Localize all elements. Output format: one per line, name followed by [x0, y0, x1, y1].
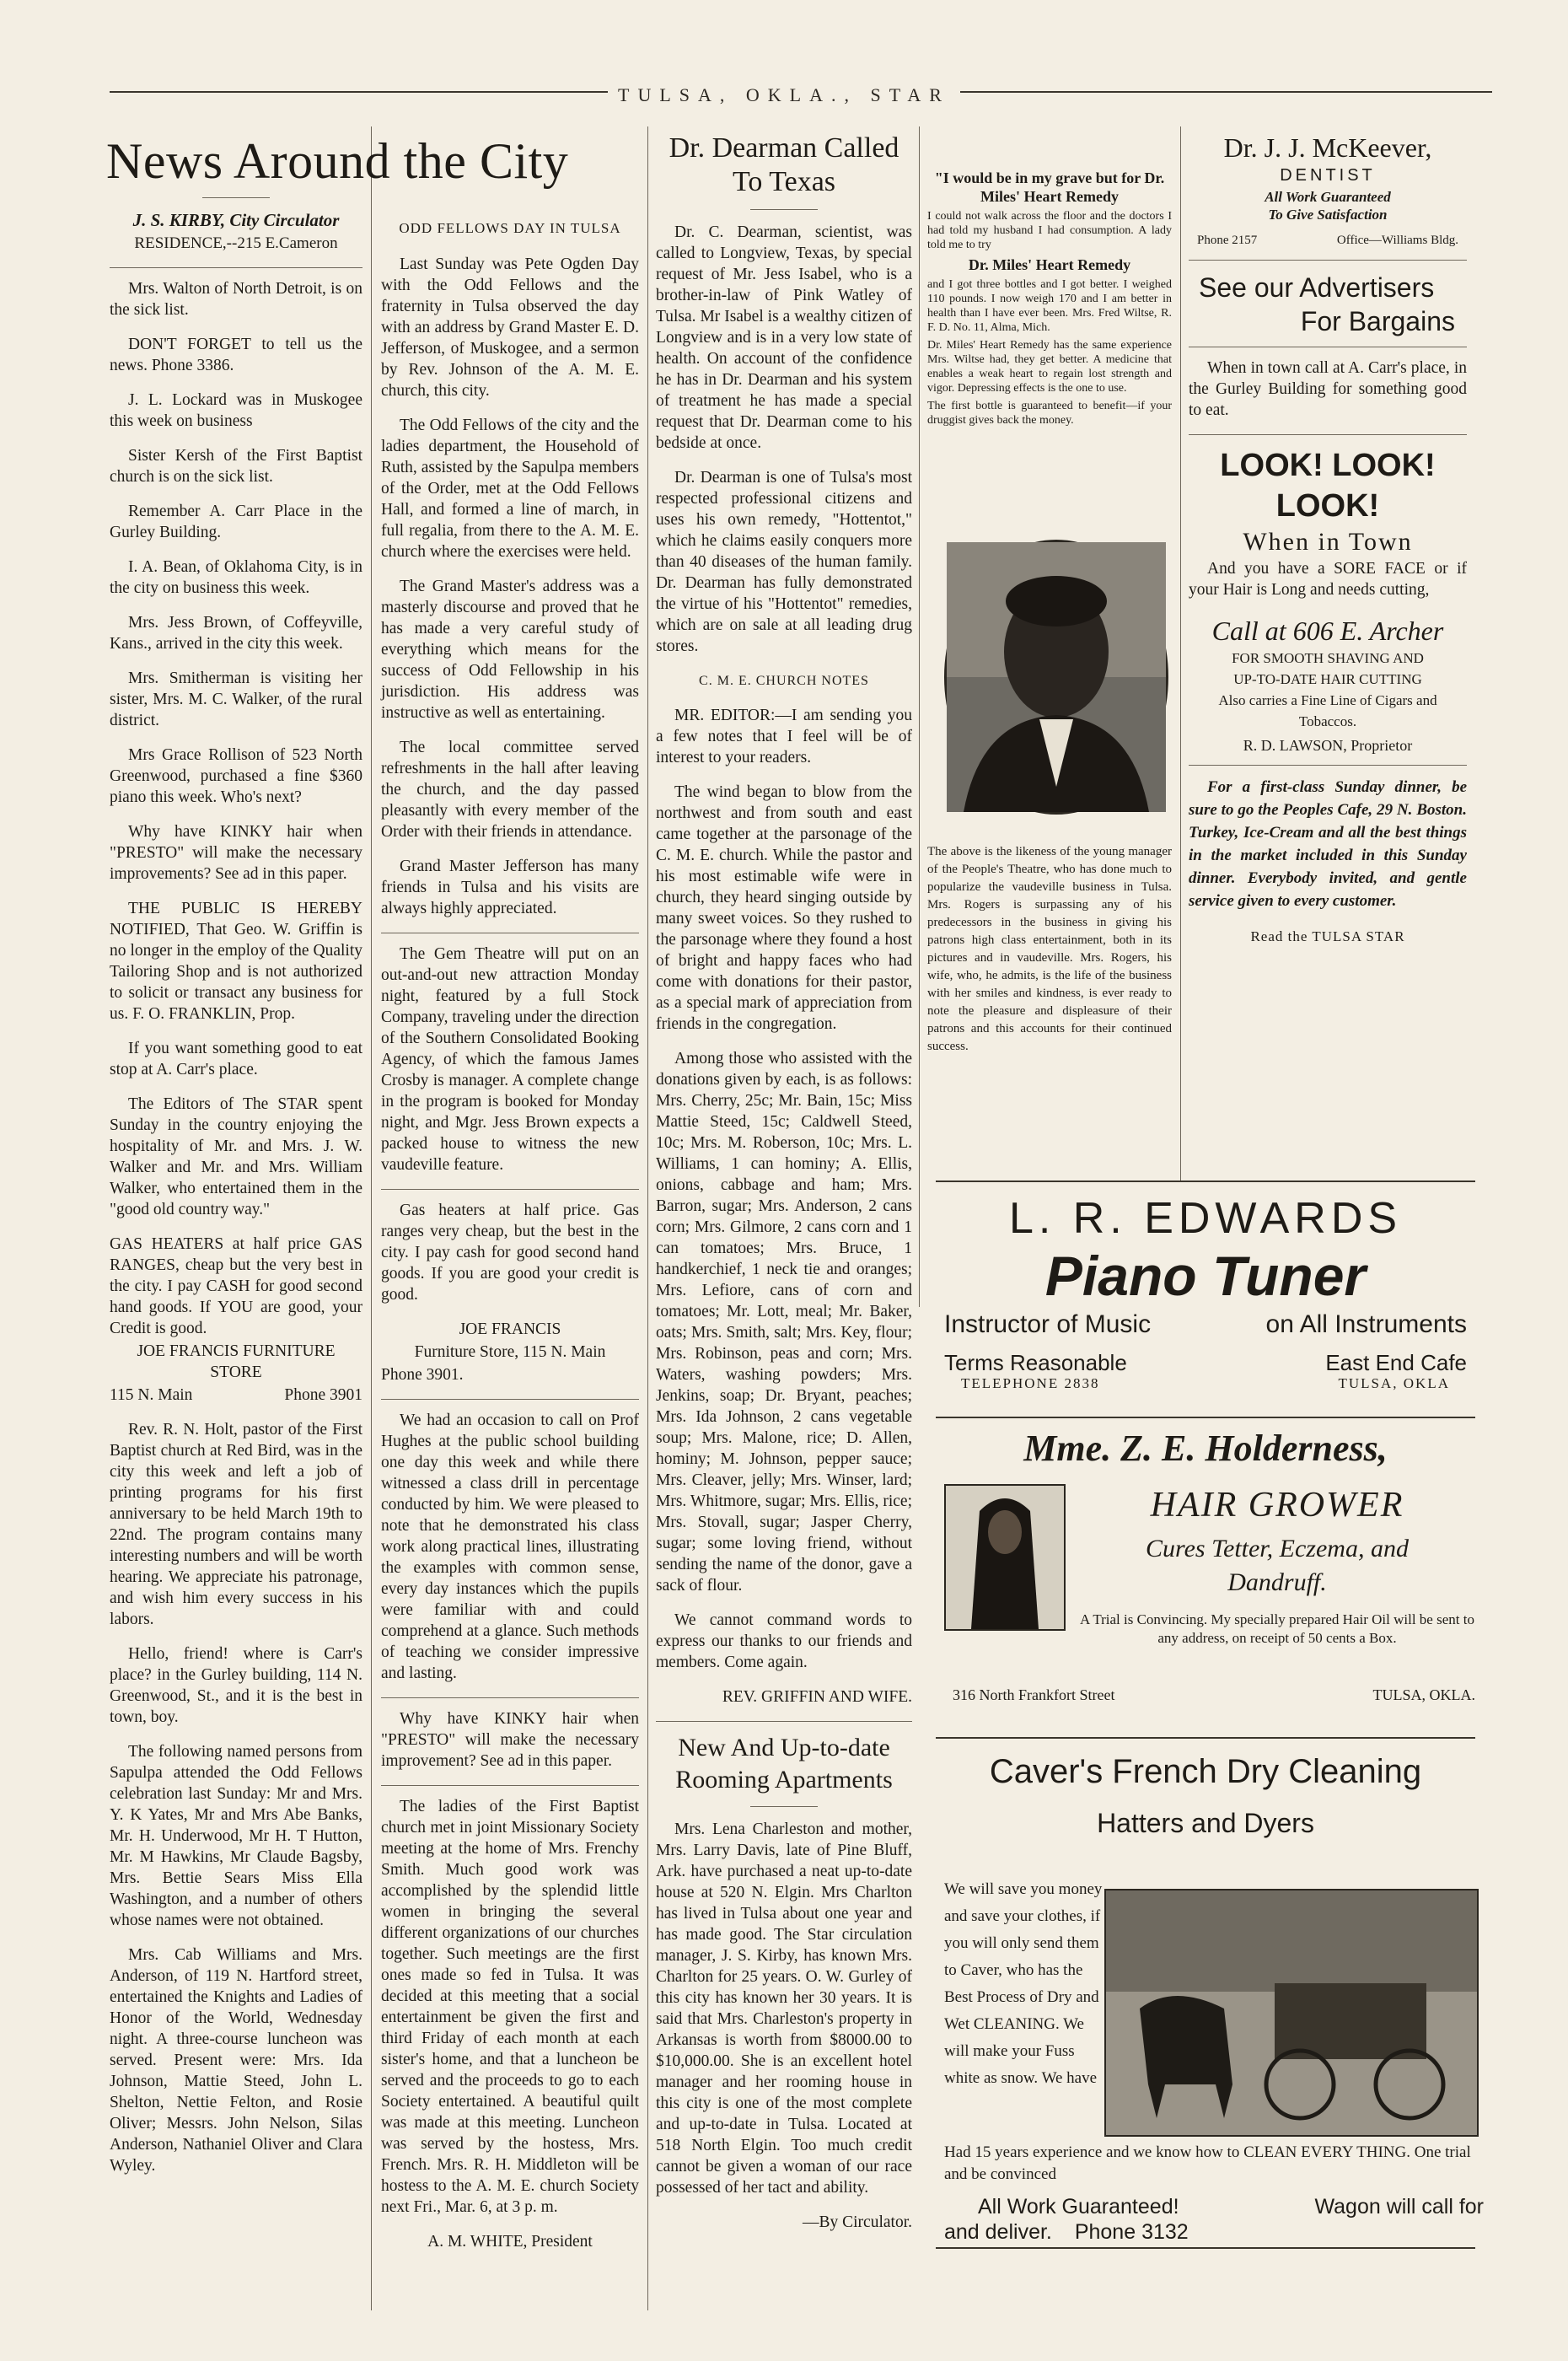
column-rule: [919, 126, 920, 1307]
column-2: [381, 218, 639, 2327]
holderness-title: HAIR GROWER: [1150, 1486, 1404, 1525]
peoples-cafe-ad: For a first-class Sunday dinner, be sure to go the Peoples Cafe, 29 N. Boston. Turkey, Ice-Cream and all the best things in the market included in this Sunday dinner. Everybody invited, and gentle service given to every customer.: [1189, 778, 1467, 910]
caver-text: We will save you money and save your clothes, if you will only send them to Caver, who has the Best Process of Dry and Wet CLEANING. We will make your Fuss white as snow. We have: [944, 1880, 1103, 2087]
look-line2: UP-TO-DATE HAIR CUTTING: [1233, 671, 1422, 687]
news-item: The wind began to blow from the northwest and from south and east came together at the parsonage of the C. M. E. church. While the pastor and his most estimable wife were in church, they heard singing outside by many sweet voices. So they rushed to the parsonage where they found a host of bright and happy faces who had come with donations for their pastor, as a special mark of appreciation from friends in the congregation.: [656, 783, 912, 1033]
dentist-title: DENTIST: [1280, 166, 1376, 185]
signature: A. M. WHITE, President: [427, 2233, 593, 2251]
news-item: THE PUBLIC IS HEREBY NOTIFIED, That Geo. W. Griffin is no longer in the employ of the Quality Tailoring Shop and is not authorized to solicit or transact any business for us. F. O. FRANKLIN, Prop.: [110, 900, 362, 1023]
news-item: The Gem Theatre will put on an out-and-out new attraction Monday night, featured by a full Stock Company, traveling under the direction of the Southern Consolidated Booking Agency, of which the famous James Crosby is manager. A complete change in the program is booked for Monday night, and Mgr. Jess Brown expects a packed house to witness the new vaudeville feature.: [381, 945, 639, 1174]
divider: [381, 1785, 639, 1786]
news-item: Dr. C. Dearman, scientist, was called to Longview, Texas, by special request of Mr. Jess Isabel, who is a brother-in-law of Pink Watley of Tulsa. Mr Isabel is a wealthy citizen of Longview and is in a very low state of health. On account of the confidence he has in Dr. Dearman and his system of treatment he has made a special request that Dr. Dearman come to his bedside at once.: [656, 223, 912, 452]
divider: [750, 209, 818, 210]
column-5: [1189, 126, 1467, 1180]
gem-text-block: [927, 843, 1172, 1147]
news-item: Grand Master Jefferson has many friends in Tulsa and his visits are always highly appreciated.: [381, 858, 639, 917]
advertisers-line1: See our Advertisers: [1199, 272, 1435, 303]
news-item: We cannot command words to express our thanks to our friends and members. Come again.: [656, 1611, 912, 1671]
dentist-name: Dr. J. J. McKeever,: [1223, 132, 1432, 163]
news-item: The Editors of The STAR spent Sunday in the country enjoying the hospitality of Mr. and Mrs. J. W. Walker and Mr. and Mrs. William Walker, who entertained them in the "good old country way.": [110, 1095, 362, 1218]
divider: [1189, 765, 1467, 766]
look-line3: Also carries a Fine Line of Cigars and Tobaccos.: [1218, 692, 1437, 729]
news-item: Mrs. Walton of North Detroit, is on the sick list.: [110, 280, 362, 319]
portrait-image: [947, 542, 1166, 812]
miles-text: and I got three bottles and I got better. I weighed 110 pounds. I now weigh 170 and I am better in health than I have ever been. Mrs. Fred Wiltse, R. F. D. No. 11, Alma, Mich.: [927, 278, 1172, 334]
ad-divider: [936, 1737, 1475, 1739]
news-item: The ladies of the First Baptist church met in joint Missionary Society meeting at the home of Mrs. Frenchy Smith. Much good work was accomplished by the splendid little women in bringing the several different organizations of our churches together. Such meetings are the first ones made so fed in Tulsa. It was decided at this meeting that a social entertainment be given the first and third Friday of each month at each sister's home, and that a luncheon be served and the proceeds to go to each Society entertained. A beautiful quilt was made at this meeting. Luncheon was served by the hostess, Mrs. French. Mrs. R. H. Middleton will be hostess to the A. M. E. church Society next Fri., Mar. 6, at 3 p. m.: [381, 1798, 639, 2216]
wagon-image: [1106, 1890, 1477, 2135]
advertisers-line2: For Bargains: [1300, 306, 1455, 336]
divider: [1189, 434, 1467, 435]
edwards-row3: [936, 1375, 1475, 1392]
holderness-photo: [944, 1484, 1066, 1631]
headline-dearman: Dr. Dearman Called To Texas: [669, 132, 899, 197]
miles-text: The first bottle is guaranteed to benefit—if your druggist gives back the money.: [927, 400, 1172, 427]
news-item: Hello, friend! where is Carr's place? in the Gurley building, 114 N. Greenwood, St., and it is the best in town, boy.: [110, 1645, 362, 1726]
holderness-image: [946, 1486, 1064, 1629]
residence-line: RESIDENCE,--215 E.Cameron: [134, 234, 338, 252]
caver-ad: [936, 1750, 1484, 2256]
edwards-cafe: East End Cafe: [1325, 1350, 1467, 1375]
circulator-line: J. S. KIRBY, City Circulator: [132, 210, 340, 230]
news-item: Mrs. Lena Charleston and mother, Mrs. Larry Davis, late of Pine Bluff, Ark. have purchased a neat up-to-date house at 520 N. Elgin. Mrs Charlton has lived in Tulsa about one year and has made good. The Star circulation manager, J. S. Kirby, has known Mrs. Charlton for 25 years. O. W. Gurley of this city has known her 30 years. It is said that Mrs. Charleston's property in Arkansas is worth from $8000.00 to $10,000.00. She is an excellent hotel manager and her rooming house in this city is one of the most complete and up-to-date in Tulsa. Located at 518 North Elgin. Too much credit cannot be given a woman of our race possessed of her tact and ability.: [656, 1820, 912, 2197]
news-item: The Odd Fellows of the city and the ladies department, the Household of Ruth, assisted by the Sapulpa members of the Order, met at the Odd Fellows Hall, and formed a line of march, in full regalia, from there to the A. M. E. church where the exercises were held.: [381, 417, 639, 561]
divider: [750, 1806, 818, 1807]
caver-wagon: Wagon will call for: [1314, 2195, 1484, 2218]
edwards-instructor: Instructor of Music: [944, 1310, 1152, 1338]
miles-text: Dr. Miles' Heart Remedy has the same experience Mrs. Wiltse had, they get better. A medicine that enables a weak heart to regain lost strength and vigor. Depressing effects is the one to use.: [927, 339, 1172, 395]
gem-text: The above is the likeness of the young manager of the People's Theatre, who has done much to popularize the vaudeville business in Tulsa. Mrs. Rogers is surpassing any of his predecessors in the business in giving his patrons high class entertainment, both in its pictures and in vaudeville. Mrs. Rogers, his wife, who, he admits, is the life of the business with her smiles and kindness, is ever ready to note the pleasure and displeasure of their patrons and this accounts for their continued success.: [927, 845, 1172, 1053]
caver-footer1: [978, 2194, 1484, 2219]
edwards-city: TULSA, OKLA: [1338, 1375, 1450, 1391]
news-item: DON'T FORGET to tell us the news. Phone 3386.: [110, 336, 362, 374]
ad-divider: [936, 1180, 1475, 1182]
look-text: And you have a SORE FACE or if your Hair is Long and needs cutting,: [1189, 560, 1467, 599]
headline-odd-fellows: ODD FELLOWS DAY IN TULSA: [399, 220, 621, 236]
gas-ad-2-text: Gas heaters at half price. Gas ranges very cheap, but the best in the city. I pay cash for good second hand goods. If you are good your credit is good.: [381, 1202, 639, 1304]
news-item: Dr. Dearman is one of Tulsa's most respected professional citizens and uses his own remedy, "Hottentot," which he claims easily conquers more than 40 diseases of the human family. Dr. Dearman has fully demonstrated the virtue of his "Hottentot" remedies, which are on sale at all leading drug stores.: [656, 469, 912, 655]
holderness-name: Mme. Z. E. Holderness,: [1023, 1428, 1388, 1469]
news-item: Why have KINKY hair when "PRESTO" will make the necessary improvements? See ad in this paper.: [110, 823, 362, 883]
holderness-street: 316 North Frankfort Street: [953, 1686, 1115, 1703]
caver-text2: Had 15 years experience and we know how to CLEAN EVERY THING. One trial and be convinced: [944, 2143, 1471, 2183]
look-call: Call at 606 E. Archer: [1211, 616, 1444, 646]
gas-ad-address: 115 N. Main: [110, 1386, 193, 1404]
news-item: The Grand Master's address was a masterly discourse and proved that he has made a very careful study of everything which means for the success of Odd Fellowship in his jurisdiction. His address was instructive as well as entertaining.: [381, 578, 639, 722]
news-item: I. A. Bean, of Oklahoma City, is in the city on business this week.: [110, 558, 362, 597]
masthead-text: TULSA, OKLA., STAR: [608, 84, 960, 105]
holderness-ad: [936, 1425, 1475, 1729]
caver-phone: Phone 3132: [1074, 2220, 1189, 2244]
holderness-cures: Cures Tetter, Eczema, and: [1146, 1535, 1409, 1562]
gas-ad-address-row: [110, 1385, 362, 1406]
news-item: Mrs Grace Rollison of 523 North Greenwood, purchased a fine $360 piano this week. Who's next?: [110, 746, 362, 806]
caver-guaranteed: All Work Guaranteed!: [978, 2195, 1179, 2218]
news-item: Mrs. Cab Williams and Mrs. Anderson, of 119 N. Hartford street, entertained the Knights and Ladies of Honor of the World, Wednesday night. A three-course luncheon was served. Present were: Mrs. Ida Johnson, Mattie Steed, John L. Shelton, Nettie Felton, and Rosie Oliver; Messrs. John Nelson, Silas Anderson, Nathaniel Oliver and Clara Wyley.: [110, 1946, 362, 2175]
headline-rooming: New And Up-to-date Rooming Apartments: [675, 1734, 893, 1794]
ad-divider: [936, 1417, 1475, 1418]
holderness-footer: [953, 1686, 1475, 1704]
look-sub: When in Town: [1243, 528, 1413, 556]
masthead: [0, 84, 1568, 106]
gas-ad-2-phone: Phone 3901.: [381, 1366, 464, 1384]
news-item: Last Sunday was Pete Ogden Day with the Odd Fellows and the fraternity in Tulsa observed the day with an address by Grand Master E. D. Jefferson, of Muskogee, and a sermon by Rev. Johnson of the A. M. E. church, this city.: [381, 255, 639, 400]
divider: [381, 1189, 639, 1190]
news-item: Rev. R. N. Holt, pastor of the First Baptist church at Red Bird, was in the city this week and left a job of printing programs for his first anniversary to be held March 19th to 22nd. The program contains many interesting numbers and will be worth hearing. We appreciate his patronage, and wish him every success in his labors.: [110, 1421, 362, 1628]
miles-text: I could not walk across the floor and the doctors I had told my husband I had consumption. A lady told me to try: [927, 210, 1172, 251]
edwards-name: L. R. EDWARDS: [1008, 1194, 1403, 1243]
divider: [381, 1399, 639, 1400]
dentist-office: Office—Williams Bldg.: [1336, 234, 1458, 247]
news-item: MR. EDITOR:—I am sending you a few notes that I feel will be of interest to your readers.: [656, 707, 912, 766]
divider: [110, 267, 362, 268]
holderness-city: TULSA, OKLA.: [1372, 1686, 1475, 1703]
news-item: The local committee served refreshments in the hall after leaving the church, and the day passed pleasantly with every member of the Order with their friends in attendance.: [381, 739, 639, 841]
edwards-terms: Terms Reasonable: [944, 1350, 1127, 1375]
news-item: Sister Kersh of the First Baptist church is on the sick list.: [110, 447, 362, 486]
news-item: J. L. Lockard was in Muskogee this week on business: [110, 391, 362, 430]
signature: REV. GRIFFIN AND WIFE.: [722, 1688, 912, 1706]
edwards-title: Piano Tuner: [1044, 1245, 1367, 1307]
dentist-contact-row: [1197, 230, 1458, 251]
column-3: [656, 126, 912, 2327]
divider: [1189, 260, 1467, 261]
holderness-small: A Trial is Convincing. My specially prepared Hair Oil will be sent to any address, on receipt of 50 cents a Box.: [1080, 1611, 1474, 1646]
dentist-phone: Phone 2157: [1197, 234, 1258, 247]
miles-remedy-head: Dr. Miles' Heart Remedy: [968, 256, 1131, 273]
byline: —By Circulator.: [803, 2213, 912, 2231]
news-item: Remember A. Carr Place in the Gurley Building.: [110, 503, 362, 541]
gas-ad-text: GAS HEATERS at half price GAS RANGES, cheap but the very best in the city. I pay CASH for good second hand goods. If YOU are good, your Credit is good.: [110, 1235, 362, 1337]
edwards-ad: [936, 1193, 1475, 1400]
news-item: The following named persons from Sapulpa attended the Odd Fellows celebration last Sunday: Mr and Mrs. Y. K Yates, Mr and Mrs Abe Banks, Mr. H. Underwood, Mr H. T Hutton, Mr. M Hawkins, Mr Claude Bagsby, Mrs. Bettie Sears Miss Ella Washington, and a number of others whose names were not obtained.: [110, 1743, 362, 1929]
column-rule: [647, 126, 648, 2310]
caver-footer2: [944, 2219, 1189, 2245]
gas-ad-2-name: JOE FRANCIS: [459, 1320, 561, 1338]
caver-wagon-photo: [1104, 1889, 1479, 2137]
look-headline: LOOK! LOOK! LOOK!: [1220, 448, 1436, 524]
edwards-row1: [936, 1308, 1475, 1342]
miles-head: "I would be in my grave but for Dr. Miles' Heart Remedy: [934, 169, 1165, 205]
news-item: We had an occasion to call on Prof Hughes at the public school building one day this week and while there witnessed a class drill in percentage conducted by him. We were pleased to note that he demonstrated his class work along practical lines, illustrating the examples with common sense, every day instances which the pupils were familiar with and could comprehend at a glance. Such methods of teaching we consider impressive and lasting.: [381, 1412, 639, 1682]
divider: [202, 197, 270, 198]
read-star: Read the TULSA STAR: [1250, 928, 1405, 944]
column-rule: [1180, 126, 1181, 1180]
portrait-photo: [944, 540, 1168, 815]
holderness-cures2: Dandruff.: [1227, 1568, 1327, 1596]
caver-sub: Hatters and Dyers: [1097, 1808, 1314, 1838]
dentist-guarantee2: To Give Satisfaction: [1268, 207, 1388, 223]
gas-ad-2-store: Furniture Store, 115 N. Main: [414, 1343, 606, 1361]
news-item: If you want something good to eat stop at A. Carr's place.: [110, 1040, 362, 1078]
look-line1: FOR SMOOTH SHAVING AND: [1232, 650, 1424, 666]
caver-deliver: and deliver.: [944, 2220, 1052, 2244]
caver-title: Caver's French Dry Cleaning: [989, 1753, 1422, 1790]
edwards-phone: TELEPHONE 2838: [961, 1375, 1100, 1391]
ad-divider: [936, 2247, 1475, 2249]
news-item: Why have KINKY hair when "PRESTO" will make the necessary improvement? See ad in this paper.: [381, 1710, 639, 1770]
column-rule: [371, 126, 372, 2310]
look-prop: R. D. LAWSON, Proprietor: [1243, 737, 1413, 754]
divider: [656, 1721, 912, 1722]
news-item: Mrs. Jess Brown, of Coffeyville, Kans., arrived in the city this week.: [110, 614, 362, 653]
gas-ad-phone: Phone 3901: [284, 1386, 362, 1404]
divider: [381, 1697, 639, 1698]
news-item: Among those who assisted with the donations given by each, is as follows: Mrs. Cherry, 25c; Mr. Bain, 15c; Miss Mattie Steed, 15c; Caldwell Steed, 10c; Mrs. M. Roberson, 10c; Mrs. L. Williams, 1 can hominy; A. Ellis, onions, cabbage and ham; Mrs. Barron, sugar; Mrs. Anderson, 2 cans corn; Mrs. Gilmore, 2 cans corn and 1 can tomatoes; Mrs. Bruce, 1 handkerchief, 1 neck tie and oranges; Mrs. Lefiore, cans of corn and tomatoes; Mr. Lott, meal; Mr. Baker, oats; Mrs. Smith, salt; Mrs. Key, flour; Mrs. Robinson, peas and corn; Mrs. Waters, washing powders; Mrs. Jenkins, soap; Dr. Bryant, peaches; Mrs. Ida Johnson, 2 cans vegetable soup; Mrs. Malone, rice; D. Allen, hominy; M. Johnson, pepper sauce; Mrs. Cleaver, jelly; Mrs. Winser, lard; Mrs. Whitmore, sugar; Mrs. Ellis, rice; Mrs. Stovall, sugar; Jasper Cherry, sugar; some loving friend, without sending the name of the donor, gave a sack of flour.: [656, 1050, 912, 1595]
headline-news-around: News Around the City: [106, 133, 569, 189]
gas-ad-store: JOE FRANCIS FURNITURE STORE: [137, 1342, 336, 1381]
church-notes-head: C. M. E. CHURCH NOTES: [699, 674, 869, 688]
news-item: Mrs. Smitherman is visiting her sister, Mrs. M. C. Walker, of the rural district.: [110, 670, 362, 729]
edwards-instruments: on All Instruments: [1265, 1310, 1467, 1338]
carr-ad: When in town call at A. Carr's place, in the Gurley Building for something good to eat.: [1189, 359, 1467, 419]
dentist-guarantee: All Work Guaranteed: [1265, 189, 1391, 205]
edwards-row2: [936, 1350, 1475, 1375]
